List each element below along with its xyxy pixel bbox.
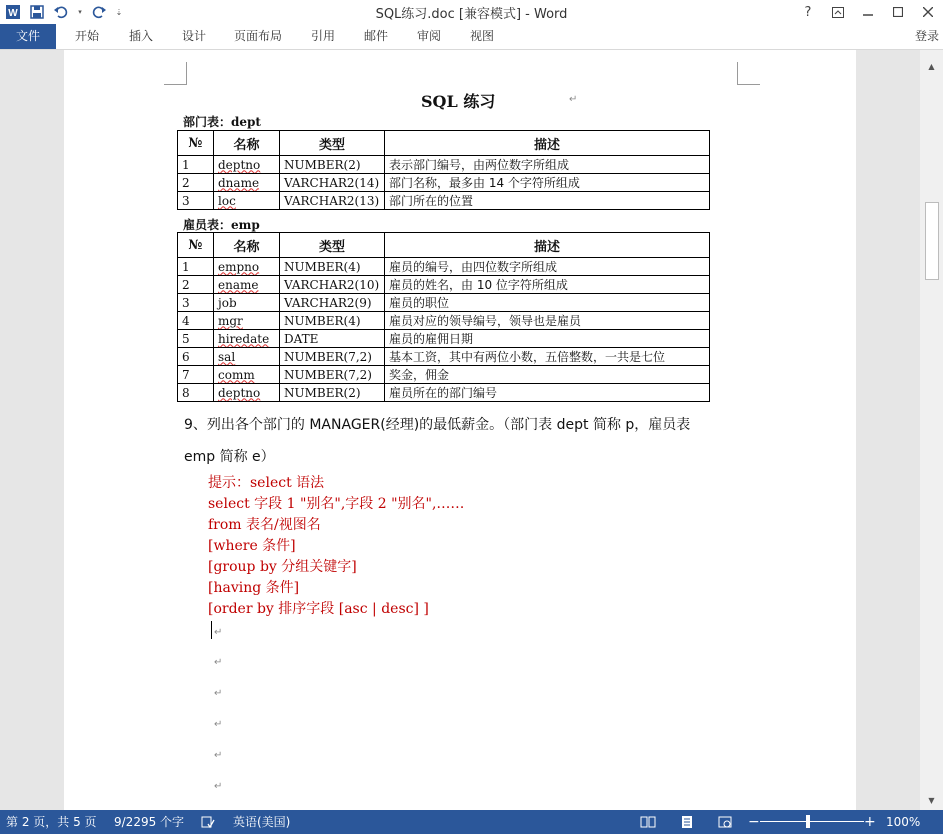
table-row [178, 330, 710, 348]
dept-table-label: 部门表：dept [183, 115, 261, 129]
cell-name: comm [214, 366, 280, 384]
title-bar [0, 0, 943, 24]
cell-desc: 部门所在的位置 [385, 192, 710, 210]
header-type: 类型 [280, 233, 385, 258]
cell-name: sal [214, 348, 280, 366]
cell-desc: 雇员的编号，由四位数字所组成 [385, 258, 710, 276]
cell-no: 5 [178, 330, 214, 348]
zoom-in-icon[interactable]: + [864, 814, 876, 830]
cell-no: 2 [178, 174, 214, 192]
page-count[interactable]: 第 2 页，共 5 页 [6, 815, 97, 829]
undo-dropdown-icon[interactable]: ▾ [78, 8, 82, 16]
cell-name: deptno [214, 156, 280, 174]
cell-no: 3 [178, 294, 214, 312]
cell-name: deptno [214, 384, 280, 402]
hint-line: [having 条件] [208, 580, 300, 596]
cell-type: VARCHAR2(9) [280, 294, 385, 312]
scroll-up-icon[interactable]: ▲ [928, 61, 935, 71]
customize-qat-icon[interactable]: ⇣ [115, 7, 123, 17]
cell-name: job [214, 294, 280, 312]
cell-desc: 奖金，佣金 [385, 366, 710, 384]
cell-no: 6 [178, 348, 214, 366]
table-header-row [178, 233, 710, 258]
cell-no: 3 [178, 192, 214, 210]
cell-desc: 基本工资，其中有两位小数，五倍整数，一共是七位 [385, 348, 710, 366]
login-link[interactable]: 登录 [914, 29, 939, 43]
table-row [178, 294, 710, 312]
hint-line: [order by 排序字段 [asc | desc] ] [208, 601, 429, 617]
maximize-icon[interactable] [883, 0, 913, 24]
header-type: 类型 [280, 131, 385, 156]
tab-view[interactable]: 视图 [469, 29, 494, 43]
hint-line: select 字段 1 "别名",字段 2 "别名",…… [208, 496, 465, 512]
table-row [178, 258, 710, 276]
cell-desc: 部门名称，最多由 14 个字符所组成 [385, 174, 710, 192]
scroll-down-icon[interactable]: ▼ [928, 795, 935, 805]
tab-page-layout[interactable]: 页面布局 [233, 29, 282, 43]
word-count[interactable]: 9/2295 个字 [114, 815, 185, 829]
paragraph-mark: ↵ [214, 627, 223, 638]
tab-references[interactable]: 引用 [310, 29, 335, 43]
question-text: 9、列出各个部门的 MANAGER(经理)的最低薪金。（部门表 dept 简称 p，雇员表 [184, 417, 691, 433]
cell-name: dname [214, 174, 280, 192]
cell-type: VARCHAR2(13) [280, 192, 385, 210]
ribbon-tabs [0, 24, 943, 50]
help-icon[interactable]: ? [804, 4, 812, 20]
language-indicator[interactable]: 英语(美国) [233, 815, 291, 829]
document-area [0, 50, 920, 810]
header-desc: 描述 [385, 233, 710, 258]
table-row [178, 348, 710, 366]
cell-desc: 雇员的职位 [385, 294, 710, 312]
zoom-out-icon[interactable]: − [748, 814, 760, 830]
tab-review[interactable]: 审阅 [416, 29, 441, 43]
paragraph-mark: ↵ [214, 657, 223, 668]
minimize-icon[interactable] [853, 0, 883, 24]
dept-table [177, 130, 710, 210]
header-no: № [178, 233, 214, 258]
cell-name: empno [214, 258, 280, 276]
tab-home[interactable]: 开始 [74, 29, 99, 43]
table-row [178, 366, 710, 384]
table-row [178, 192, 710, 210]
window-controls [793, 0, 943, 24]
status-bar [0, 810, 943, 834]
paragraph-mark: ↵ [214, 719, 223, 730]
cell-no: 7 [178, 366, 214, 384]
header-name: 名称 [214, 233, 280, 258]
zoom-slider-track[interactable] [760, 821, 864, 822]
header-name: 名称 [214, 131, 280, 156]
emp-table-label: 雇员表：emp [183, 218, 260, 232]
table-row [178, 276, 710, 294]
header-desc: 描述 [385, 131, 710, 156]
table-row [178, 174, 710, 192]
hint-line: from 表名/视图名 [208, 517, 321, 533]
question-text-continued: emp 简称 e） [184, 449, 275, 465]
cell-type: NUMBER(4) [280, 312, 385, 330]
emp-table [177, 232, 710, 402]
cell-type: NUMBER(7,2) [280, 348, 385, 366]
cell-name: hiredate [214, 330, 280, 348]
vertical-scrollbar[interactable] [920, 50, 943, 810]
text-cursor [211, 621, 212, 639]
tab-file[interactable]: 文件 [0, 24, 56, 49]
hint-line: [where 条件] [208, 538, 296, 554]
cell-no: 1 [178, 258, 214, 276]
document-page[interactable] [64, 50, 856, 810]
hint-line: [group by 分组关键字] [208, 559, 357, 575]
web-layout-icon[interactable] [717, 814, 733, 830]
crop-mark [164, 62, 187, 85]
read-mode-icon[interactable] [640, 814, 656, 830]
table-row [178, 384, 710, 402]
table-row [178, 156, 710, 174]
paragraph-mark: ↵ [214, 688, 223, 699]
cell-type: DATE [280, 330, 385, 348]
print-layout-icon[interactable] [679, 814, 695, 830]
cell-name: loc [214, 192, 280, 210]
cell-type: NUMBER(4) [280, 258, 385, 276]
scrollbar-thumb[interactable] [925, 202, 939, 280]
window-title: SQL练习.doc [兼容模式] - Word [375, 7, 568, 22]
zoom-slider-thumb[interactable] [806, 815, 810, 828]
cell-no: 8 [178, 384, 214, 402]
paragraph-mark: ↵ [569, 94, 578, 105]
cell-type: VARCHAR2(14) [280, 174, 385, 192]
cell-name: mgr [214, 312, 280, 330]
cell-desc: 雇员对应的领导编号，领导也是雇员 [385, 312, 710, 330]
cell-type: NUMBER(7,2) [280, 366, 385, 384]
tab-insert[interactable]: 插入 [128, 29, 153, 43]
tab-mailings[interactable]: 邮件 [363, 29, 388, 43]
close-icon[interactable] [913, 0, 943, 24]
cell-desc: 雇员的姓名，由 10 位字符所组成 [385, 276, 710, 294]
header-no: № [178, 131, 214, 156]
document-title: SQL 练习 [421, 92, 496, 111]
cell-no: 1 [178, 156, 214, 174]
cell-desc: 雇员的雇佣日期 [385, 330, 710, 348]
cell-desc: 表示部门编号，由两位数字所组成 [385, 156, 710, 174]
proofing-icon[interactable] [200, 814, 216, 830]
paragraph-mark: ↵ [214, 750, 223, 761]
table-row [178, 312, 710, 330]
zoom-level[interactable]: 100% [886, 815, 921, 829]
hint-line: 提示：select 语法 [208, 475, 325, 491]
cell-name: ename [214, 276, 280, 294]
cell-type: NUMBER(2) [280, 384, 385, 402]
cell-no: 4 [178, 312, 214, 330]
crop-mark [737, 62, 760, 85]
ribbon-display-icon[interactable] [823, 0, 853, 24]
table-header-row [178, 131, 710, 156]
cell-type: NUMBER(2) [280, 156, 385, 174]
tab-design[interactable]: 设计 [181, 29, 206, 43]
paragraph-mark: ↵ [214, 781, 223, 792]
cell-desc: 雇员所在的部门编号 [385, 384, 710, 402]
cell-type: VARCHAR2(10) [280, 276, 385, 294]
svg-text:W: W [8, 8, 18, 19]
cell-no: 2 [178, 276, 214, 294]
